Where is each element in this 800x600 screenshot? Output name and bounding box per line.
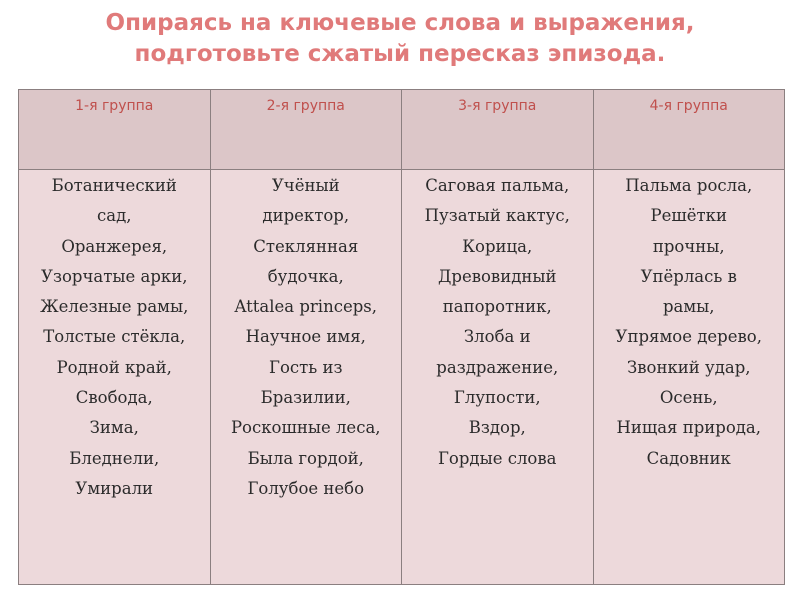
keyword-line: Бразилии, (260, 388, 351, 408)
keyword-line: Голубое небо (247, 478, 365, 498)
table-body-row (19, 170, 785, 585)
group-2-header: 2-я группа (210, 90, 402, 170)
keyword-line: сад, (97, 206, 132, 226)
keyword-line: Железные рамы, (40, 297, 189, 317)
keyword-line: Пузатый кактус, (424, 206, 570, 226)
keyword-line: Зима, (89, 418, 139, 438)
slide-title-line-2: подготовьте сжатый пересказ эпизода. (134, 41, 666, 67)
keyword-line: Гость из (269, 357, 343, 377)
keyword-line: прочны, (652, 236, 725, 256)
group-1-header: 1-я группа (19, 90, 211, 170)
keyword-line: Была гордой, (247, 448, 364, 468)
keyword-line: Корица, (462, 236, 533, 256)
group-3-header: 3-я группа (402, 90, 594, 170)
keyword-line: Осень, (659, 388, 718, 408)
keyword-line: Решётки (650, 206, 727, 226)
keyword-line: Нищая природа, (616, 418, 761, 438)
slide-title-line-1: Опираясь на ключевые слова и выражения, (105, 10, 695, 36)
keyword-line: Родной край, (56, 357, 172, 377)
keyword-line: Глупости, (453, 388, 541, 408)
keyword-line: Вздор, (468, 418, 526, 438)
keyword-line: будочка, (267, 266, 344, 286)
keyword-line: Стеклянная (253, 236, 359, 256)
keyword-line: Пальма росла, (625, 176, 753, 195)
keyword-line: Гордые слова (437, 448, 557, 468)
keyword-line: Оранжерея, (61, 236, 168, 256)
keyword-line: Древовидный (437, 266, 557, 286)
keyword-line: Саговая пальма, (425, 176, 570, 195)
keyword-line: рамы, (662, 297, 715, 317)
group-2-keywords (210, 170, 402, 585)
keywords-table (18, 89, 785, 585)
keyword-line: Ботанический (51, 176, 177, 195)
slide-title (0, 8, 800, 70)
group-3-keywords (402, 170, 594, 585)
keyword-line: Злоба и (463, 327, 531, 347)
group-4-keywords (593, 170, 785, 585)
group-4-header: 4-я группа (593, 90, 785, 170)
keyword-line: Упрямое дерево, (615, 327, 762, 347)
keyword-line: Толстые стёкла, (43, 327, 186, 347)
keyword-line: Узорчатые арки, (41, 266, 188, 286)
group-1-keywords (19, 170, 211, 585)
keyword-line: Attalea princeps, (234, 297, 377, 317)
keyword-line: Свобода, (75, 388, 153, 408)
keyword-line: Звонкий удар, (626, 357, 751, 377)
keyword-line: Учёный (271, 176, 340, 195)
keyword-line: Научное имя, (245, 327, 366, 347)
keyword-line: Умирали (75, 478, 154, 498)
keyword-line: директор, (262, 206, 350, 226)
keyword-line: раздражение, (436, 357, 559, 377)
keyword-line: Роскошные леса, (230, 418, 381, 438)
keyword-line: Упёрлась в (640, 266, 737, 286)
keyword-line: Садовник (646, 448, 731, 468)
keyword-line: Бледнели, (69, 448, 160, 468)
keyword-line: папоротник, (442, 297, 552, 317)
table-header-row (19, 90, 785, 170)
